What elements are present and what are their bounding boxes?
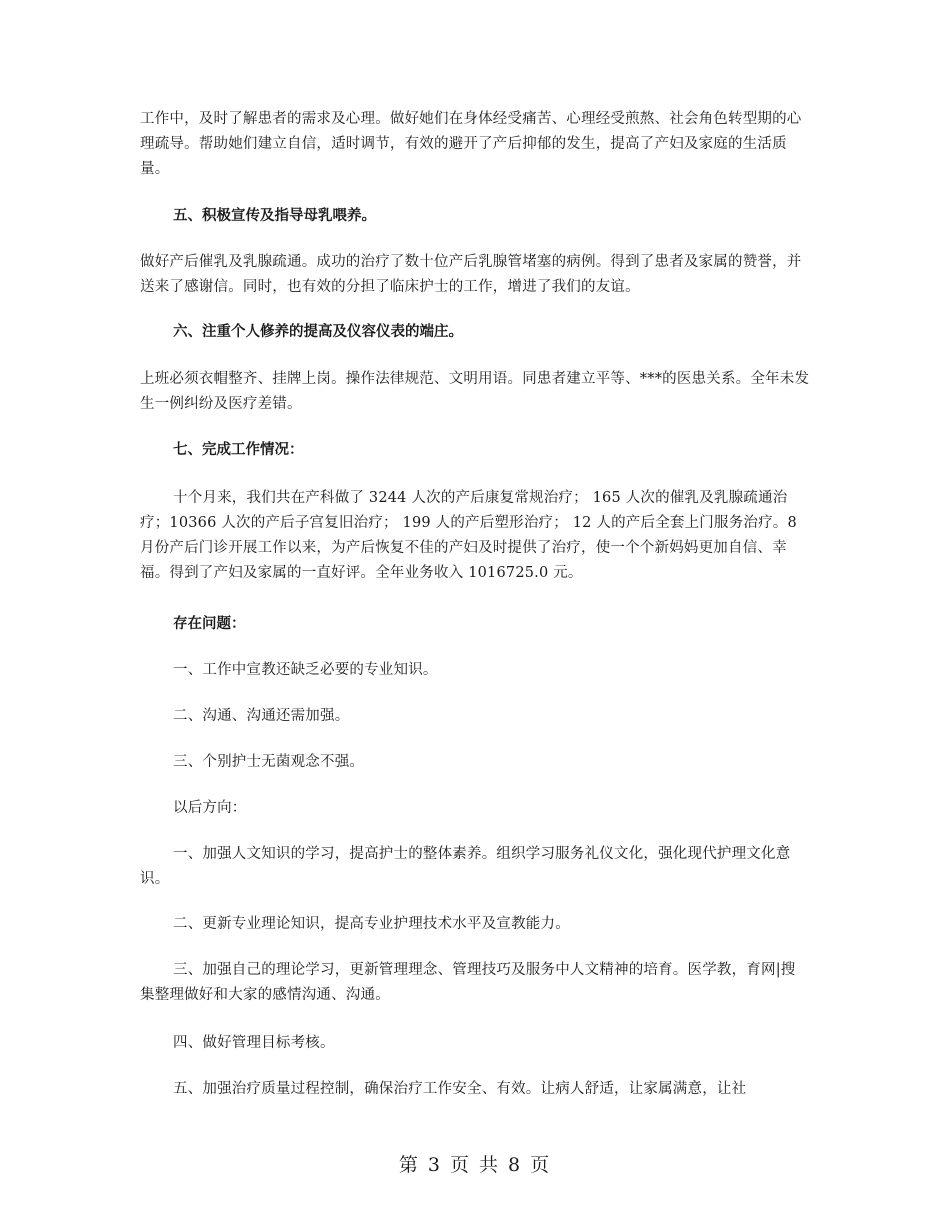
- heading-section-5: 五、积极宣传及指导母乳喂养。: [173, 208, 376, 224]
- heading-section-7: 七、完成工作情况：: [173, 442, 304, 458]
- future-item-2: 二、更新专业理论知识，提高专业护理技术水平及宣教能力。: [173, 916, 570, 932]
- future-item-3: 三、加强自己的理论学习，更新管理理念、管理技巧及服务中人文精神的培育。医学教，育网|搜集整理做好和大家的感情沟通、沟通。: [140, 962, 796, 1003]
- future-item-1: 一、加强人文知识的学习，提高护士的整体素养。组织学习服务礼仪文化，强化现代护理文化意识。: [140, 846, 791, 887]
- future-item-4: 四、做好管理目标考核。: [173, 1035, 335, 1051]
- future-item-5: 五、加强治疗质量过程控制，确保治疗工作安全、有效。让病人舒适，让家属满意，让社: [173, 1081, 747, 1097]
- paragraph-section-6: 上班必须衣帽整齐、挂牌上岗。操作法律规范、文明用语。同患者建立平等、***的医患关系。全年未发生一例纠纷及医疗差错。: [140, 371, 810, 412]
- page-number-footer: 第 3 页 共 8 页: [398, 1154, 552, 1176]
- issue-item-2: 二、沟通、沟通还需加强。: [173, 708, 350, 724]
- paragraph-section-5: 做好产后催乳及乳腺疏通。成功的治疗了数十位产后乳腺管堵塞的病例。得到了患者及家属的赞誉，并送来了感谢信。同时，也有效的分担了临床护士的工作，增进了我们的友谊。: [140, 254, 802, 295]
- heading-section-6: 六、注重个人修养的提高及仪容仪表的端庄。: [173, 324, 463, 340]
- issue-item-1: 一、工作中宣教还缺乏必要的专业知识。: [173, 662, 438, 678]
- issue-item-3: 三、个别护士无菌观念不强。: [173, 754, 365, 770]
- heading-future: 以后方向：: [173, 800, 247, 816]
- heading-issues: 存在问题：: [173, 616, 246, 632]
- paragraph-intro: 工作中，及时了解患者的需求及心理。做好她们在身体经受痛苦、心理经受煎熬、社会角色转型期的心理疏导。帮助她们建立自信，适时调节，有效的避开了产后抑郁的发生，提高了产妇及家庭的生活质量。: [140, 111, 802, 177]
- paragraph-section-7: 十个月来，我们共在产科做了 3244 人次的产后康复常规治疗； 165 人次的催乳及乳腺疏通治疗；10366 人次的产后子宫复旧治疗； 199 人的产后塑形治疗； 12 人的产后全套上门服务治疗。8 月份产后门诊开展工作以来，为产后恢复不佳的产妇及时提供了治疗，使一个个新妈妈更加自信、幸福。得到了产妇及家属的一直好评。全年业务收入 1016725.0 元。: [140, 490, 797, 581]
